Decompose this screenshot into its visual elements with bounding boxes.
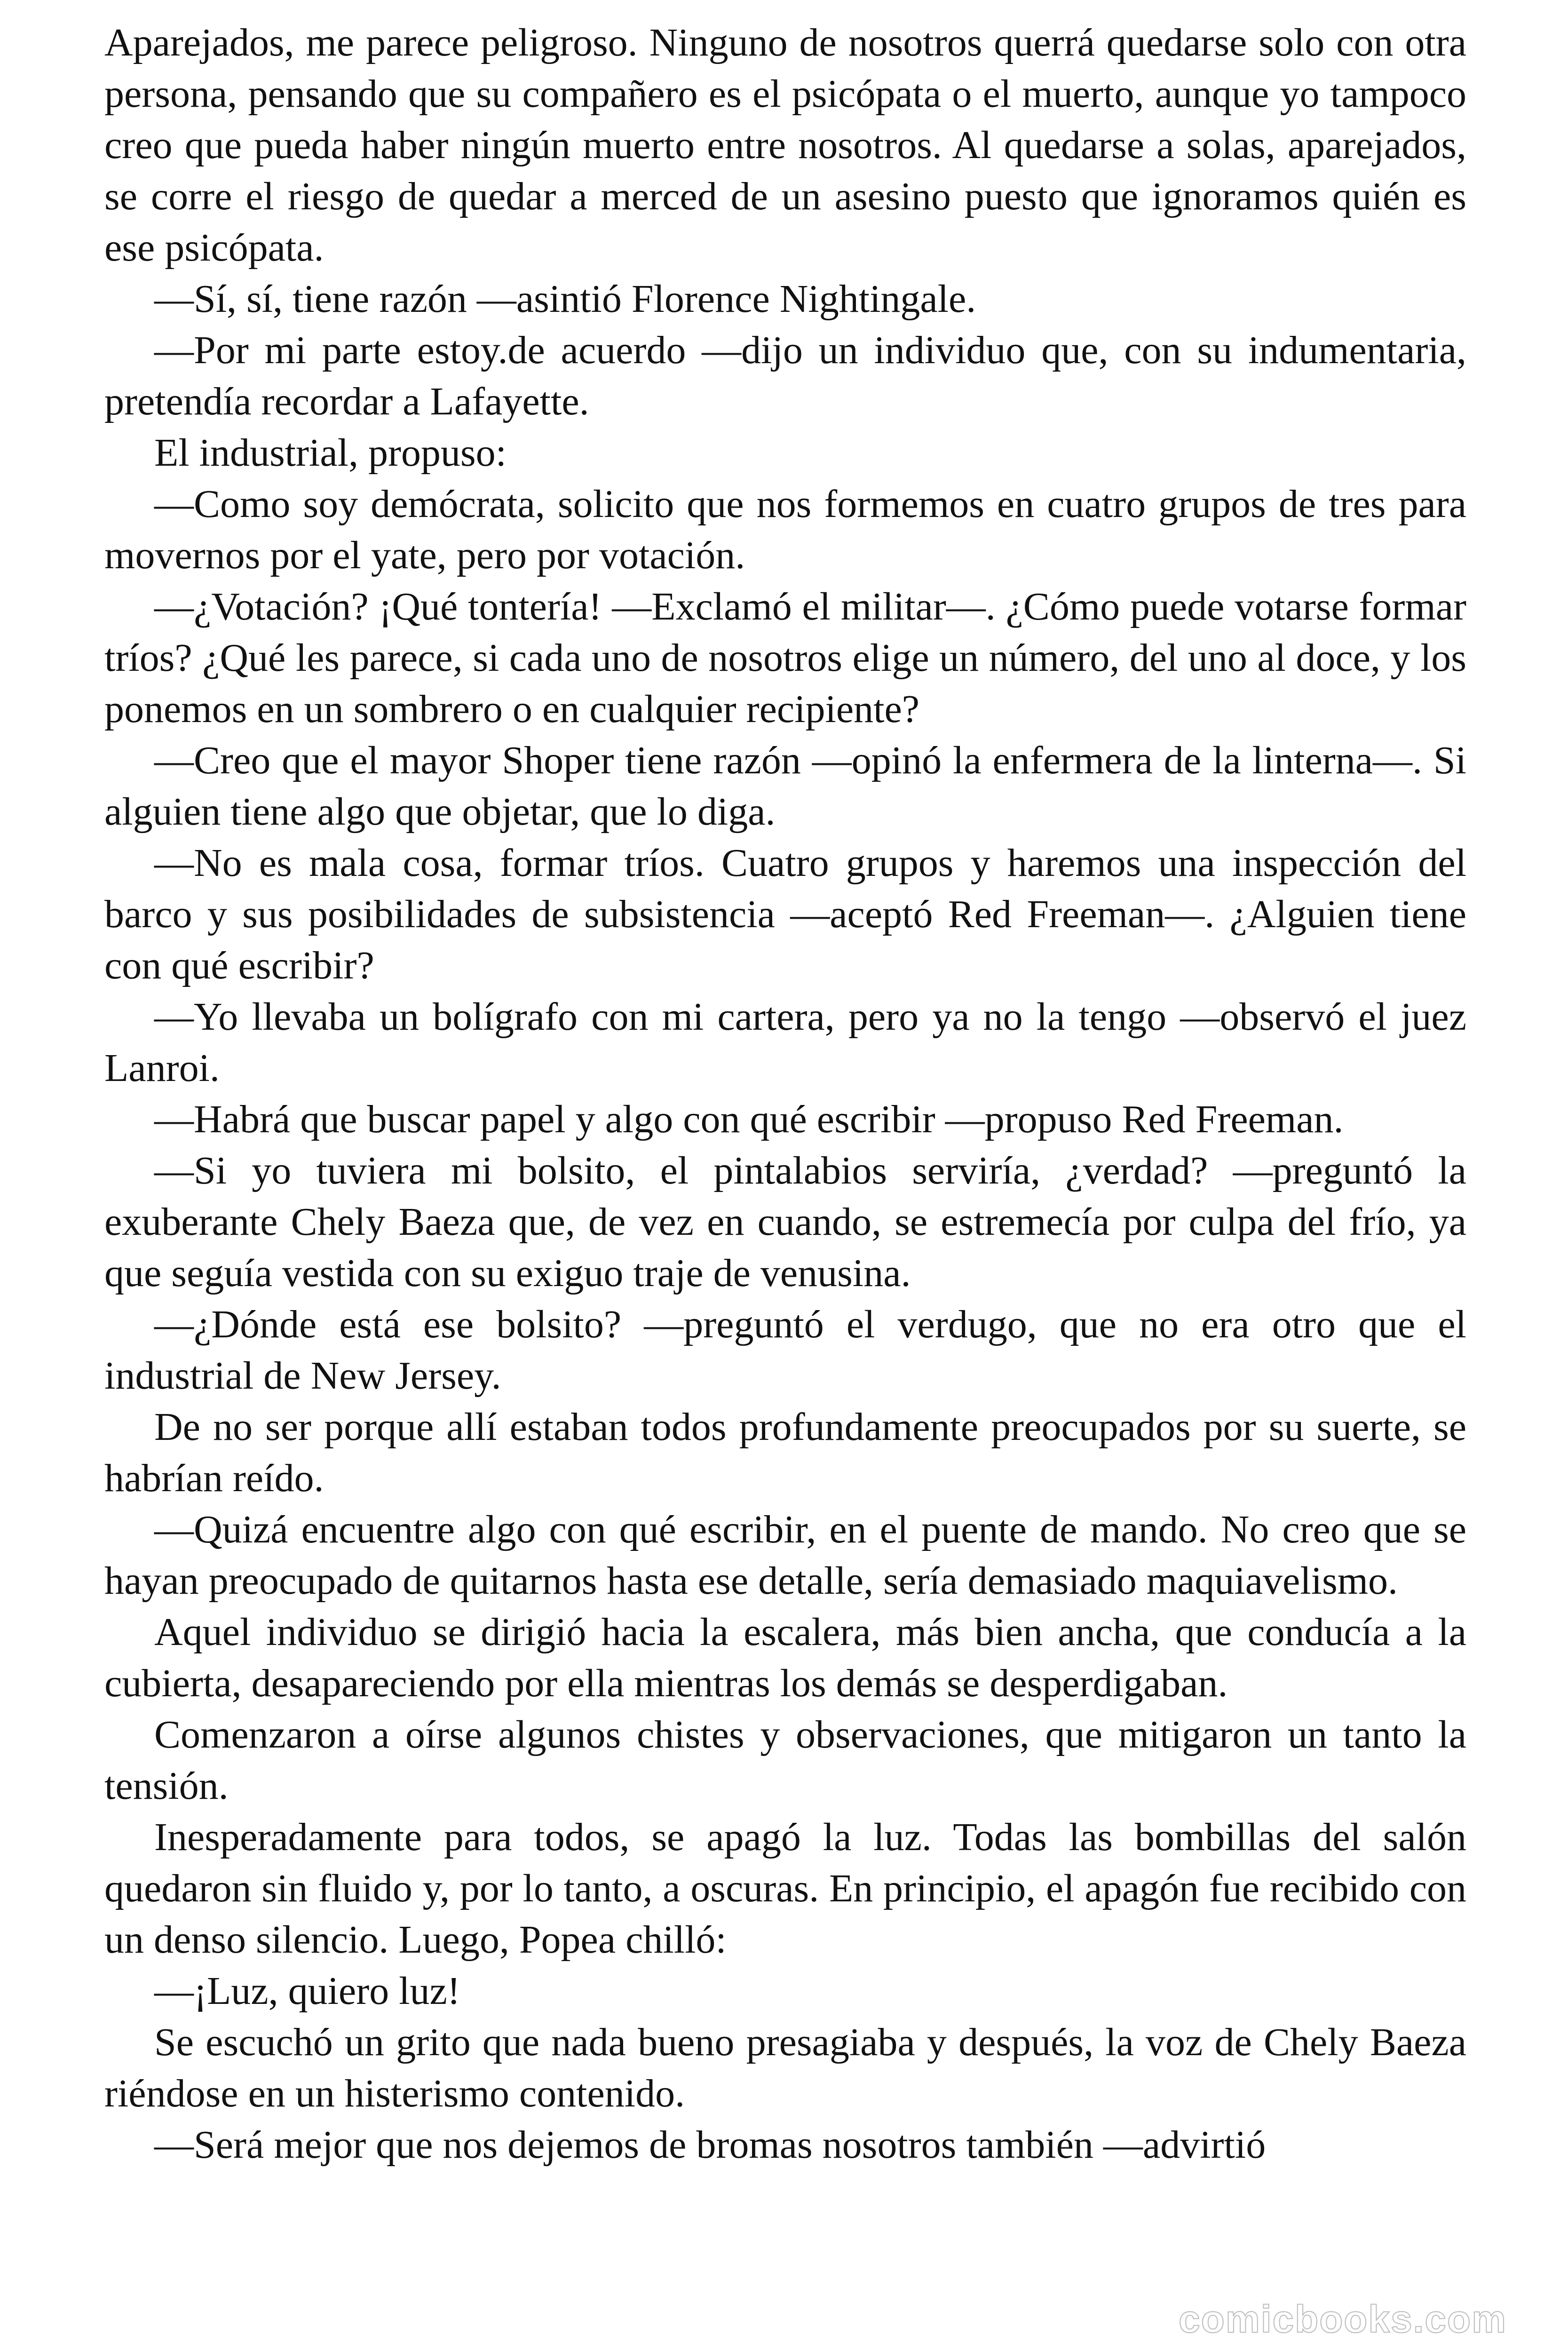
watermark: comicbooks.com (1179, 2298, 1507, 2341)
paragraph: —Creo que el mayor Shoper tiene razón —opinó la enfermera de la linterna—. Si alguien tiene algo que objetar, que lo diga. (104, 739, 1466, 834)
paragraph: —¡Luz, quiero luz! (154, 1969, 460, 2013)
book-page (104, 17, 1466, 2336)
paragraph: Aparejados, me parece peligroso. Ninguno de nosotros querrá quedarse solo con otra persona, pensando que su compañero es el psicópata o el muerto, aunque yo tampoco creo que pueda haber ningún muerto entre nosotros. Al quedarse a solas, aparejados, se corre el riesgo de quedar a merced de un asesino puesto que ignoramos quién es ese psicópata. (104, 21, 1466, 270)
paragraph: —Yo llevaba un bolígrafo con mi cartera, pero ya no la tengo —observó el juez Lanroi. (104, 995, 1466, 1090)
paragraph: El industrial, propuso: (154, 431, 507, 475)
paragraph: Comenzaron a oírse algunos chistes y observaciones, que mitigaron un tanto la tensión. (104, 1713, 1466, 1808)
paragraph: —No es mala cosa, formar tríos. Cuatro grupos y haremos una inspección del barco y sus posibilidades de subsistencia —aceptó Red Freeman—. ¿Alguien tiene con qué escribir? (104, 841, 1466, 987)
paragraph: —Quizá encuentre algo con qué escribir, en el puente de mando. No creo que se hayan preocupado de quitarnos hasta ese detalle, sería demasiado maquiavelismo. (104, 1508, 1466, 1603)
paragraph: —¿Votación? ¡Qué tontería! —Exclamó el militar—. ¿Cómo puede votarse formar tríos? ¿Qué les parece, si cada uno de nosotros elige un número, del uno al doce, y los ponemos en un sombrero o en cualquier recipiente? (104, 585, 1466, 731)
paragraph: Inesperadamente para todos, se apagó la luz. Todas las bombillas del salón quedaron sin fluido y, por lo tanto, a oscuras. En principio, el apagón fue recibido con un denso silencio. Luego, Popea chilló: (104, 1815, 1466, 1962)
paragraph: —Si yo tuviera mi bolsito, el pintalabios serviría, ¿verdad? —preguntó la exuberante Chely Baeza que, de vez en cuando, se estremecía por culpa del frío, ya que seguía vestida con su exiguo traje de venusina. (104, 1149, 1466, 1295)
paragraph: De no ser porque allí estaban todos profundamente preocupados por su suerte, se habrían reído. (104, 1405, 1466, 1500)
paragraph: Se escuchó un grito que nada bueno presagiaba y después, la voz de Chely Baeza riéndose en un histerismo contenido. (104, 2020, 1466, 2115)
paragraph: —Sí, sí, tiene razón —asintió Florence Nightingale. (154, 277, 976, 321)
paragraph: Aquel individuo se dirigió hacia la escalera, más bien ancha, que conducía a la cubierta, desapareciendo por ella mientras los demás se desperdigaban. (104, 1610, 1466, 1705)
paragraph: —Habrá que buscar papel y algo con qué escribir —propuso Red Freeman. (154, 1097, 1344, 1141)
paragraph: —Como soy demócrata, solicito que nos formemos en cuatro grupos de tres para movernos por el yate, pero por votación. (104, 482, 1466, 577)
paragraph: —¿Dónde está ese bolsito? —preguntó el verdugo, que no era otro que el industrial de New Jersey. (104, 1303, 1466, 1398)
paragraph: —Por mi parte estoy.de acuerdo —dijo un individuo que, con su indumentaria, pretendía recordar a Lafayette. (104, 328, 1466, 423)
paragraph: —Será mejor que nos dejemos de bromas nosotros también —advirtió (154, 2123, 1266, 2167)
